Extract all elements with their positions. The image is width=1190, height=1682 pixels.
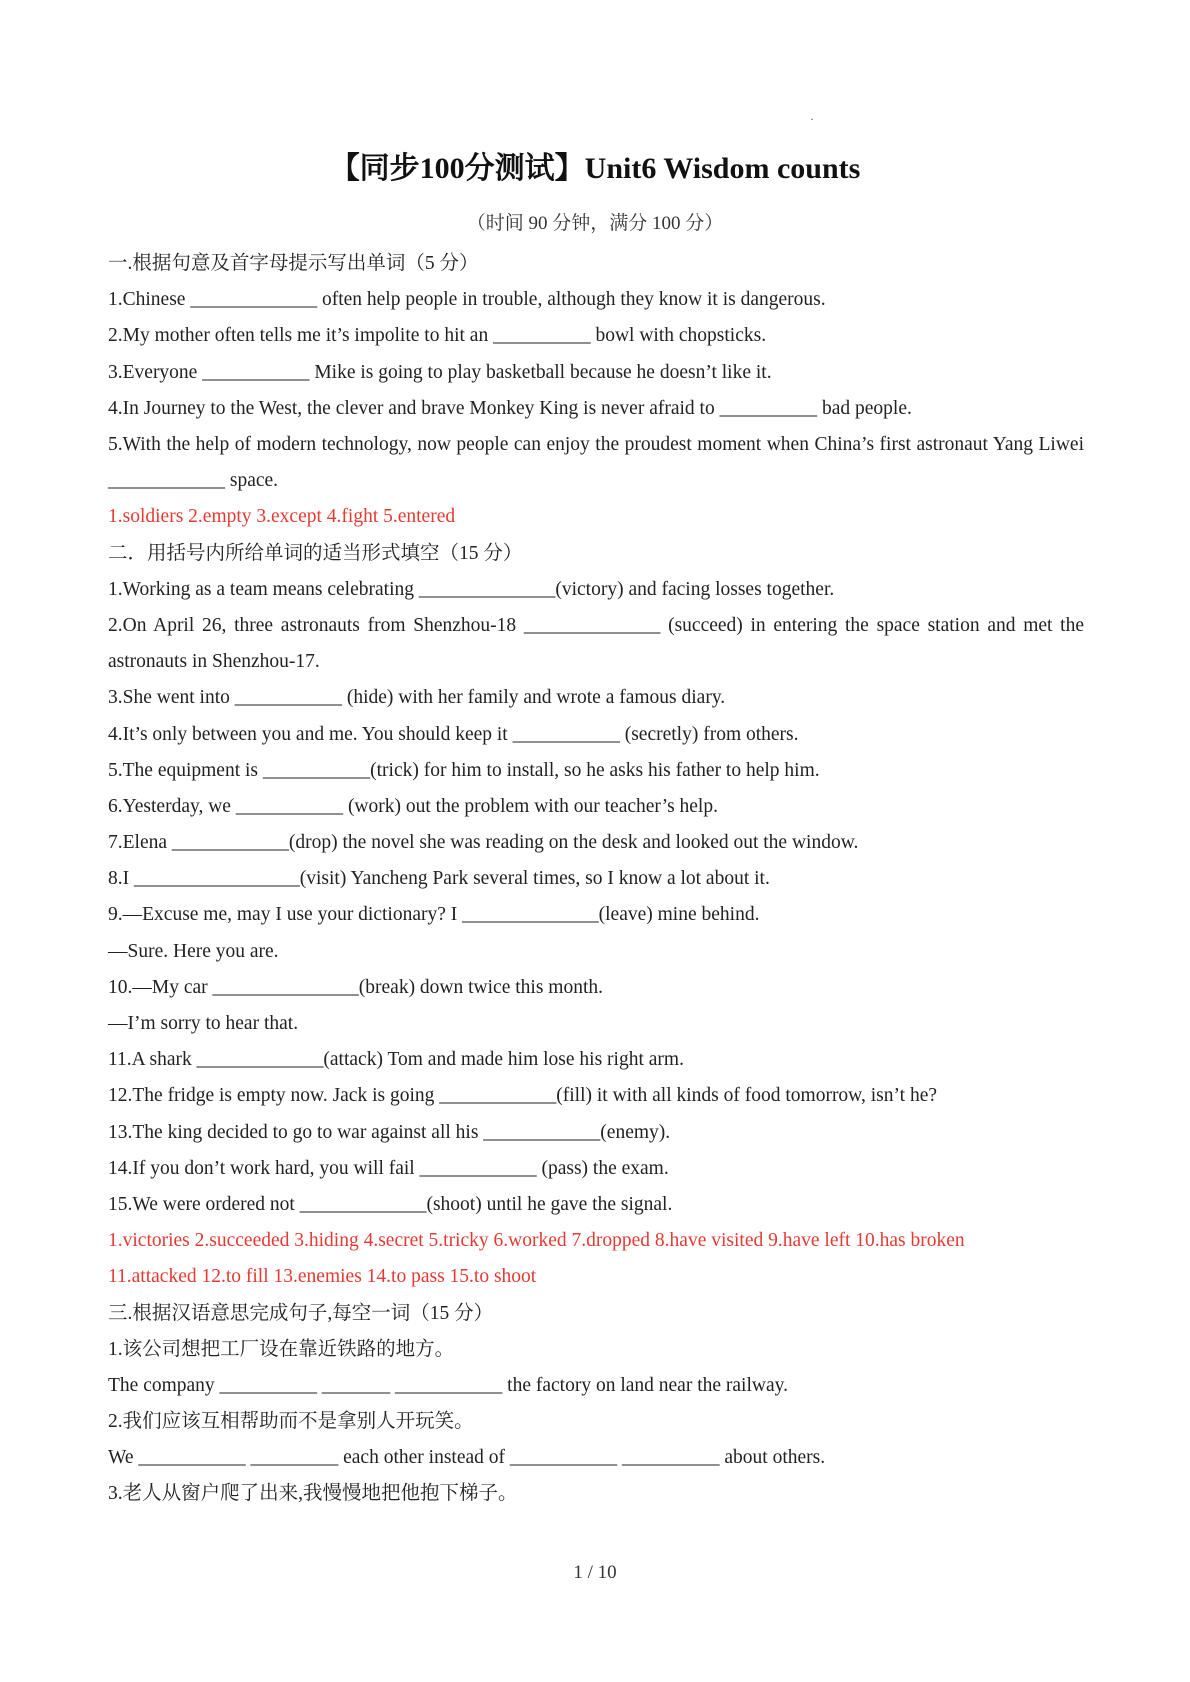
- question-line: 8.I _________________(visit) Yancheng Park several times, so I know a lot about it.: [108, 868, 770, 890]
- question-line: 3.老人从窗户爬了出来,我慢慢地把他抱下梯子。: [108, 1483, 518, 1505]
- section-heading: 二．用括号内所给单词的适当形式填空（15 分）: [108, 542, 523, 564]
- question-line: We ___________ _________ each other instead of ___________ __________ about others.: [108, 1447, 826, 1469]
- question-line: 4.In Journey to the West, the clever and brave Monkey King is never afraid to __________ bad people.: [108, 397, 912, 419]
- question-line: 11.A shark _____________(attack) Tom and made him lose his right arm.: [108, 1049, 684, 1071]
- question-line: 10.—My car _______________(break) down twice this month.: [108, 976, 604, 998]
- question-line: 9.—Excuse me, may I use your dictionary? I ______________(leave) mine behind.: [108, 904, 760, 926]
- answer-key: 1.victories 2.succeeded 3.hiding 4.secret 5.tricky 6.worked 7.dropped 8.have visited 9.have left 10.has broken: [108, 1230, 965, 1252]
- page-subtitle: （时间 90 分钟，满分 100 分）: [466, 213, 724, 234]
- question-line: 14.If you don’t work hard, you will fail ____________ (pass) the exam.: [108, 1157, 669, 1179]
- question-line: 2.我们应该互相帮助而不是拿别人开玩笑。: [108, 1411, 474, 1433]
- question-line: 13.The king decided to go to war against all his ____________(enemy).: [108, 1121, 671, 1143]
- question-line: 15.We were ordered not _____________(shoot) until he gave the signal.: [108, 1193, 673, 1215]
- question-line: —Sure. Here you are.: [108, 940, 279, 962]
- question-line: 1.Working as a team means celebrating ______________(victory) and facing losses together.: [108, 578, 835, 600]
- question-line: —I’m sorry to hear that.: [108, 1013, 299, 1034]
- question-line: 1.该公司想把工厂设在靠近铁路的地方。: [108, 1338, 455, 1360]
- question-line: 6.Yesterday, we ___________ (work) out the problem with our teacher’s help.: [108, 795, 718, 817]
- section-heading: 三.根据汉语意思完成句子,每空一词（15 分）: [108, 1302, 494, 1324]
- answer-key: 11.attacked 12.to fill 13.enemies 14.to pass 15.to shoot: [108, 1266, 537, 1288]
- question-line: 2.On April 26, three astronauts from Shenzhou-18 ______________ (succeed) in entering the space station and met the astronauts in Shenzhou-17.: [108, 614, 1084, 673]
- question-line: 12.The fridge is empty now. Jack is going ____________(fill) it with all kinds of food tomorrow, isn’t he?: [108, 1085, 937, 1107]
- question-line: 1.Chinese _____________ often help people in trouble, although they know it is dangerous.: [108, 289, 826, 311]
- question-line: 2.My mother often tells me it’s impolite to hit an __________ bowl with chopsticks.: [108, 325, 767, 347]
- question-line: 7.Elena ____________(drop) the novel she was reading on the desk and looked out the window.: [108, 832, 859, 854]
- question-line: 4.It’s only between you and me. You should keep it ___________ (secretly) from others.: [108, 723, 799, 745]
- question-line: 5.With the help of modern technology, now people can enjoy the proudest moment when China’s first astronaut Yang Liwei ____________ space.: [108, 433, 1084, 492]
- question-line: The company __________ _______ ___________ the factory on land near the railway.: [108, 1374, 788, 1396]
- exam-content: [108, 246, 1084, 1513]
- answer-key: 1.soldiers 2.empty 3.except 4.fight 5.entered: [108, 506, 456, 528]
- question-line: 5.The equipment is ___________(trick) for him to install, so he asks his father to help him.: [108, 759, 820, 781]
- page-title: 【同步100分测试】Unit6 Wisdom counts: [329, 152, 861, 185]
- question-line: 3.Everyone ___________ Mike is going to play basketball because he doesn’t like it.: [108, 361, 772, 383]
- page-number: 1 / 10: [573, 1562, 617, 1583]
- question-line: 3.She went into ___________ (hide) with her family and wrote a famous diary.: [108, 687, 726, 709]
- section-heading: 一.根据句意及首字母提示写出单词（5 分）: [108, 253, 479, 274]
- decorative-dot: ·: [810, 112, 814, 126]
